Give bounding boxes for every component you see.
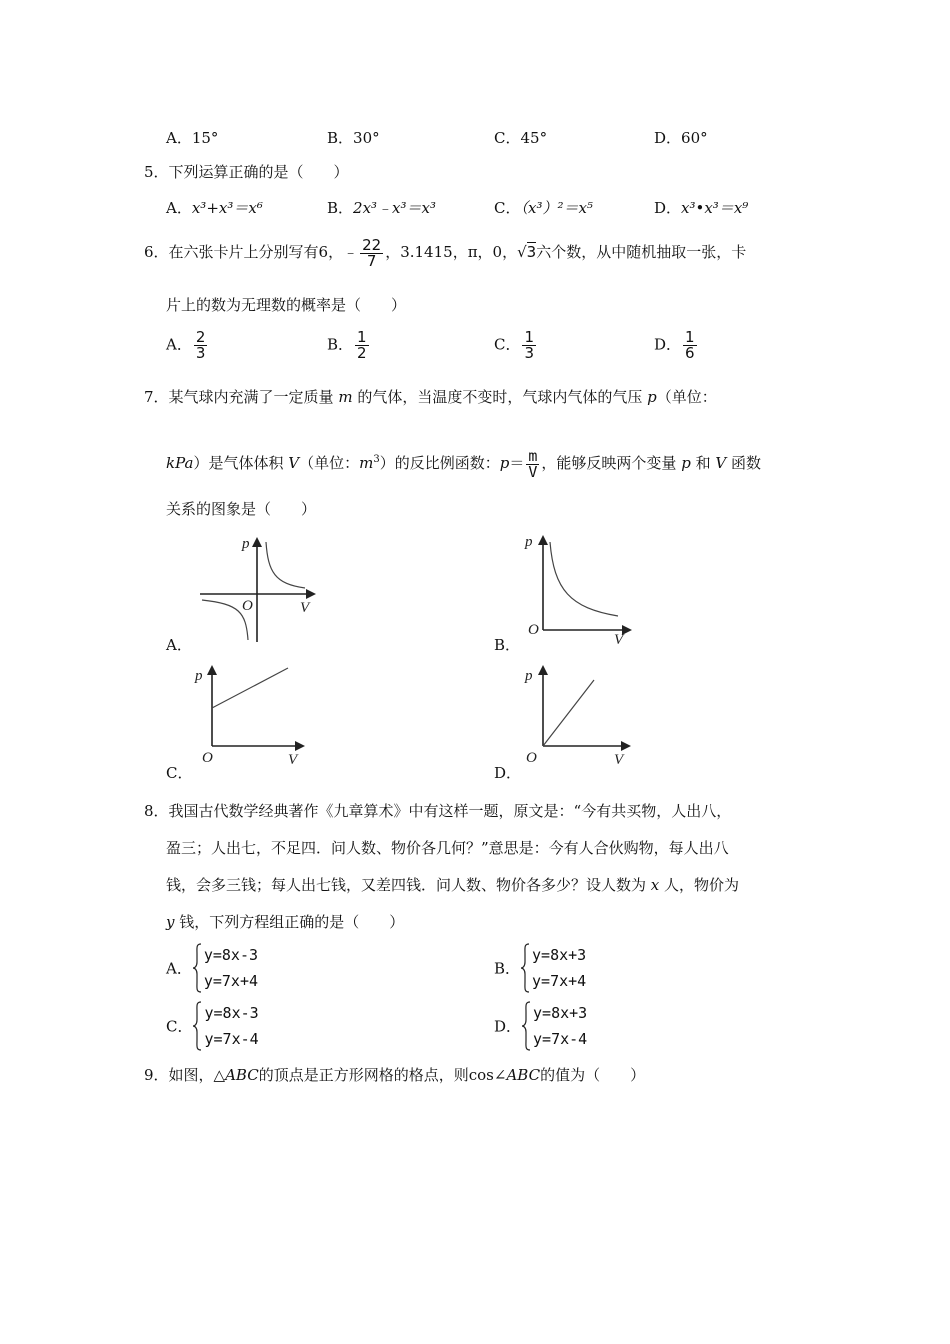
- q7-graph-b: [520, 530, 640, 648]
- q7-stem-line1: 7．某气球内充满了一定质量 m 的气体，当温度不变时，气球内气体的气压 p（单位：: [144, 388, 717, 406]
- graph-a-axis-v: V: [300, 600, 310, 616]
- q6-fraction: $\frac{22}{7}$: [362, 235, 382, 270]
- q4-option-b: B．30°: [327, 129, 380, 147]
- q7-option-a: A．: [166, 636, 192, 654]
- q8-option-d: D． y=8x+3 y=7x-4: [494, 1000, 587, 1052]
- q9-stem: 9．如图，△ABC的顶点是正方形网格的格点，则cos∠ABC的值为（ ）: [144, 1066, 646, 1084]
- graph-d-axis-v: V: [614, 752, 624, 768]
- q6-option-c: C． $\frac{1}{3}$: [494, 328, 535, 362]
- q5-option-d: D．x³•x³＝x⁹: [654, 199, 749, 217]
- q6-stem-line1: 6．在六张卡片上分别写有6，﹣ $\frac{22}{7}$ ，3.1415，π，0，√3六个数，从中随机抽取一张，卡: [144, 235, 747, 270]
- q5-option-a: A．x³+x³＝x⁶: [166, 199, 263, 217]
- q7-graph-c: [190, 660, 315, 770]
- brace-icon: [521, 1000, 531, 1052]
- q7-option-b: B．: [494, 636, 521, 654]
- q8-stem-line1: 8．我国古代数学经典著作《九章算术》中有这样一题，原文是：“今有共买物，人出八，: [144, 802, 732, 820]
- graph-c-axis-v: V: [288, 752, 298, 768]
- q6-option-a: A． $\frac{2}{3}$: [166, 328, 206, 362]
- graph-d-origin: O: [526, 750, 537, 766]
- q7-stem-line3: 关系的图象是（ ）: [166, 500, 317, 518]
- graph-c-axis-p: p: [195, 668, 203, 684]
- q4-option-c: C．45°: [494, 129, 548, 147]
- q7-graph-d: [520, 660, 640, 770]
- q5-option-b: B．2x³﹣x³＝x³: [327, 199, 436, 217]
- q8-stem-line4: y 钱，下列方程组正确的是（ ）: [166, 913, 405, 931]
- q6-option-b: B． $\frac{1}{2}$: [327, 328, 367, 362]
- brace-icon: [192, 942, 202, 994]
- q7-stem-line2: kPa）是气体体积 V（单位：$m^3$）的反比例函数：p＝ $\frac{m}{V}$ ，能够反映两个变量 p 和 V 函数: [166, 446, 762, 481]
- q7-fraction: $\frac{m}{V}$: [528, 446, 538, 481]
- q7-option-d: D．: [494, 764, 522, 782]
- graph-b-origin: O: [528, 622, 539, 638]
- graph-b-axis-p: p: [525, 534, 533, 550]
- q8-option-c: C． y=8x-3 y=7x-4: [166, 1000, 259, 1052]
- q6-stem-line2: 片上的数为无理数的概率是（ ）: [166, 296, 407, 314]
- q8-stem-line3: 钱，会多三钱；每人出七钱，又差四钱．问人数、物价各多少？设人数为 x 人，物价为: [166, 876, 740, 894]
- graph-b-axis-v: V: [614, 632, 624, 648]
- q6-option-d: D． $\frac{1}{6}$: [654, 328, 695, 362]
- q5-stem: 5．下列运算正确的是（ ）: [144, 163, 349, 181]
- graph-d-axis-p: p: [525, 668, 533, 684]
- graph-a-axis-p: p: [242, 536, 250, 552]
- q4-option-d: D．60°: [654, 129, 708, 147]
- sqrt-symbol: √: [517, 243, 527, 261]
- q7-option-c: C．: [166, 764, 193, 782]
- q7-graph-a: [190, 532, 330, 647]
- brace-icon: [192, 1000, 202, 1052]
- brace-icon: [520, 942, 530, 994]
- q8-stem-line2: 盈三；人出七，不足四．问人数、物价各几何？”意思是：今有人合伙购物，每人出八: [166, 839, 729, 857]
- q8-option-a: A． y=8x-3 y=7x+4: [166, 942, 258, 994]
- graph-c-origin: O: [202, 750, 213, 766]
- q8-option-b: B． y=8x+3 y=7x+4: [494, 942, 586, 994]
- graph-a-origin: O: [242, 598, 253, 614]
- q4-option-a: A．15°: [166, 129, 219, 147]
- q5-option-c: C．（x³）²＝x⁵: [494, 199, 593, 217]
